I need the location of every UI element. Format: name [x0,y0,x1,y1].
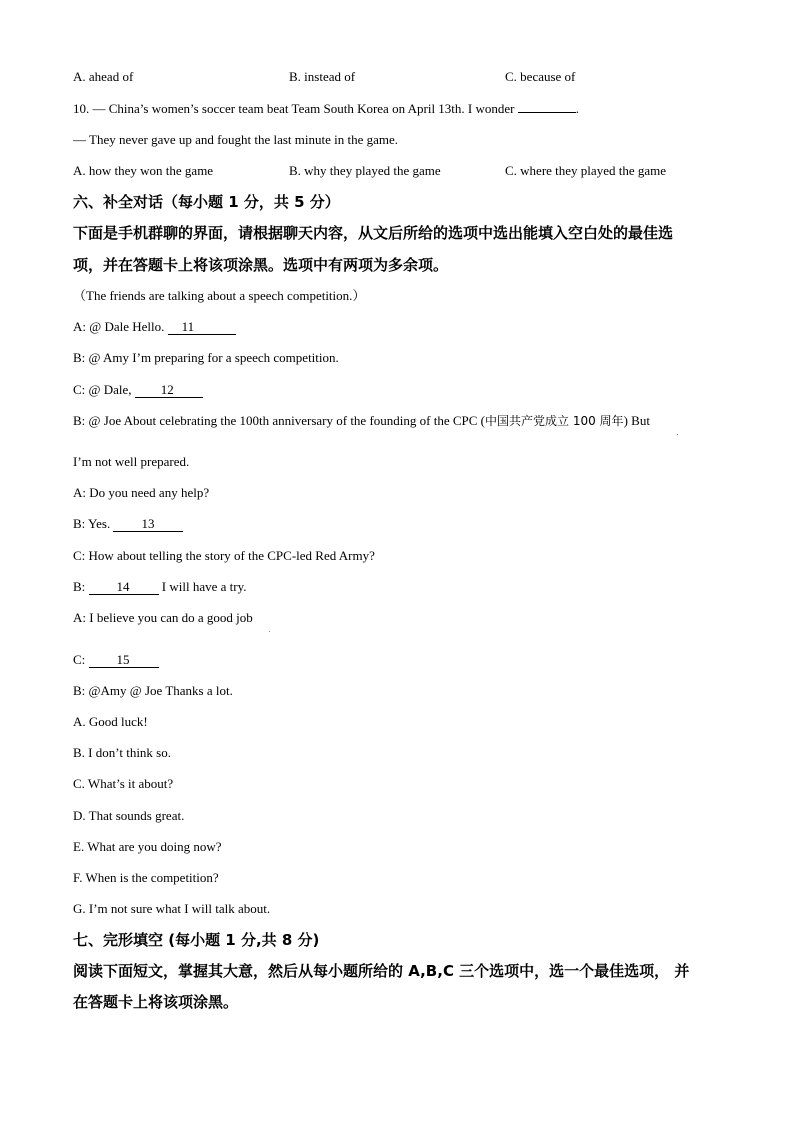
section7-instruction-2: 在答题卡上将该项涂黑。 [73,993,239,1011]
dialogue-line-11-text: C: [73,652,89,667]
section6-heading: 六、补全对话（每小题 1 分，共 5 分） [73,193,340,211]
dialogue-line-11 [73,652,159,668]
choice-a: A. Good luck! [73,714,148,729]
dialogue-line-1-text: A: @ Dale Hello. [73,319,168,334]
q9-option-c: C. because of [505,69,576,84]
dialogue-line-9 [73,579,247,595]
q10-option-c: C. where they played the game [505,163,666,178]
dialogue-line-4-chinese: 中国共产党成立 100 周年 [485,414,624,428]
choice-g: G. I’m not sure what I will talk about. [73,901,271,916]
q10-option-b: B. why they played the game [289,163,441,178]
choice-b: B. I don’t think so. [73,745,171,760]
choice-e: E. What are you doing now? [73,839,222,854]
dialogue-line-2: B: @ Amy I’m preparing for a speech competition. [73,350,339,365]
choice-f: F. When is the competition? [73,870,219,885]
q10-stem-text: 10. — China’s women’s soccer team beat Team South Korea on April 13th. I wonder [73,101,518,116]
dialogue-line-10: A: I believe you can do a good job [73,610,253,625]
dialogue-line-1 [73,319,236,335]
dialogue-line-3 [73,382,203,398]
stray-dot-1 [677,434,678,435]
q10-stem [73,101,579,117]
dialogue-line-6: A: Do you need any help? [73,485,210,500]
blank-13: 13 [113,517,183,532]
section7-heading: 七、完形填空 (每小题 1 分,共 8 分) [73,931,320,949]
choice-c: C. What’s it about? [73,776,174,791]
q10-option-a: A. how they won the game [73,163,214,178]
blank-15: 15 [89,653,159,668]
choice-d: D. That sounds great. [73,808,185,823]
q9-option-b: B. instead of [289,69,356,84]
blank-14: 14 [89,580,159,595]
section7-instruction-1: 阅读下面短文，掌握其大意，然后从每小题所给的 A,B,C 三个选项中，选一个最佳选项， 并 [73,962,690,980]
dialogue-line-5: I’m not well prepared. [73,454,190,469]
dialogue-line-3-text: C: @ Dale, [73,382,135,397]
dialogue-line-4 [73,413,650,429]
dialogue-line-7 [73,516,183,532]
stray-dot-2 [269,631,270,632]
dialogue-line-4-end: ) But [623,413,650,428]
blank-12: 12 [135,383,203,398]
section6-instruction-2: 项，并在答题卡上将该项涂黑。选项中有两项为多余项。 [73,256,449,274]
q10-blank [518,112,576,113]
dialogue-line-4-text: B: @ Joe About celebrating the 100th anniversary of the founding of the CPC ( [73,413,486,428]
blank-11: 11 [168,320,236,335]
q10-answer-line: — They never gave up and fought the last minute in the game. [73,132,399,147]
dialogue-line-7-text: B: Yes. [73,516,114,531]
dialogue-line-9-text: B: [73,579,89,594]
dialogue-line-9-end: I will have a try. [158,579,247,594]
q10-stem-end: . [575,101,579,116]
dialogue-line-8: C: How about telling the story of the CPC-led Red Army? [73,548,375,563]
q9-option-a: A. ahead of [73,69,134,84]
section6-context: （The friends are talking about a speech competition.） [73,288,366,303]
dialogue-line-12: B: @Amy @ Joe Thanks a lot. [73,683,233,698]
section6-instruction-1: 下面是手机群聊的界面，请根据聊天内容，从文后所给的选项中选出能填入空白处的最佳选 [73,224,674,242]
